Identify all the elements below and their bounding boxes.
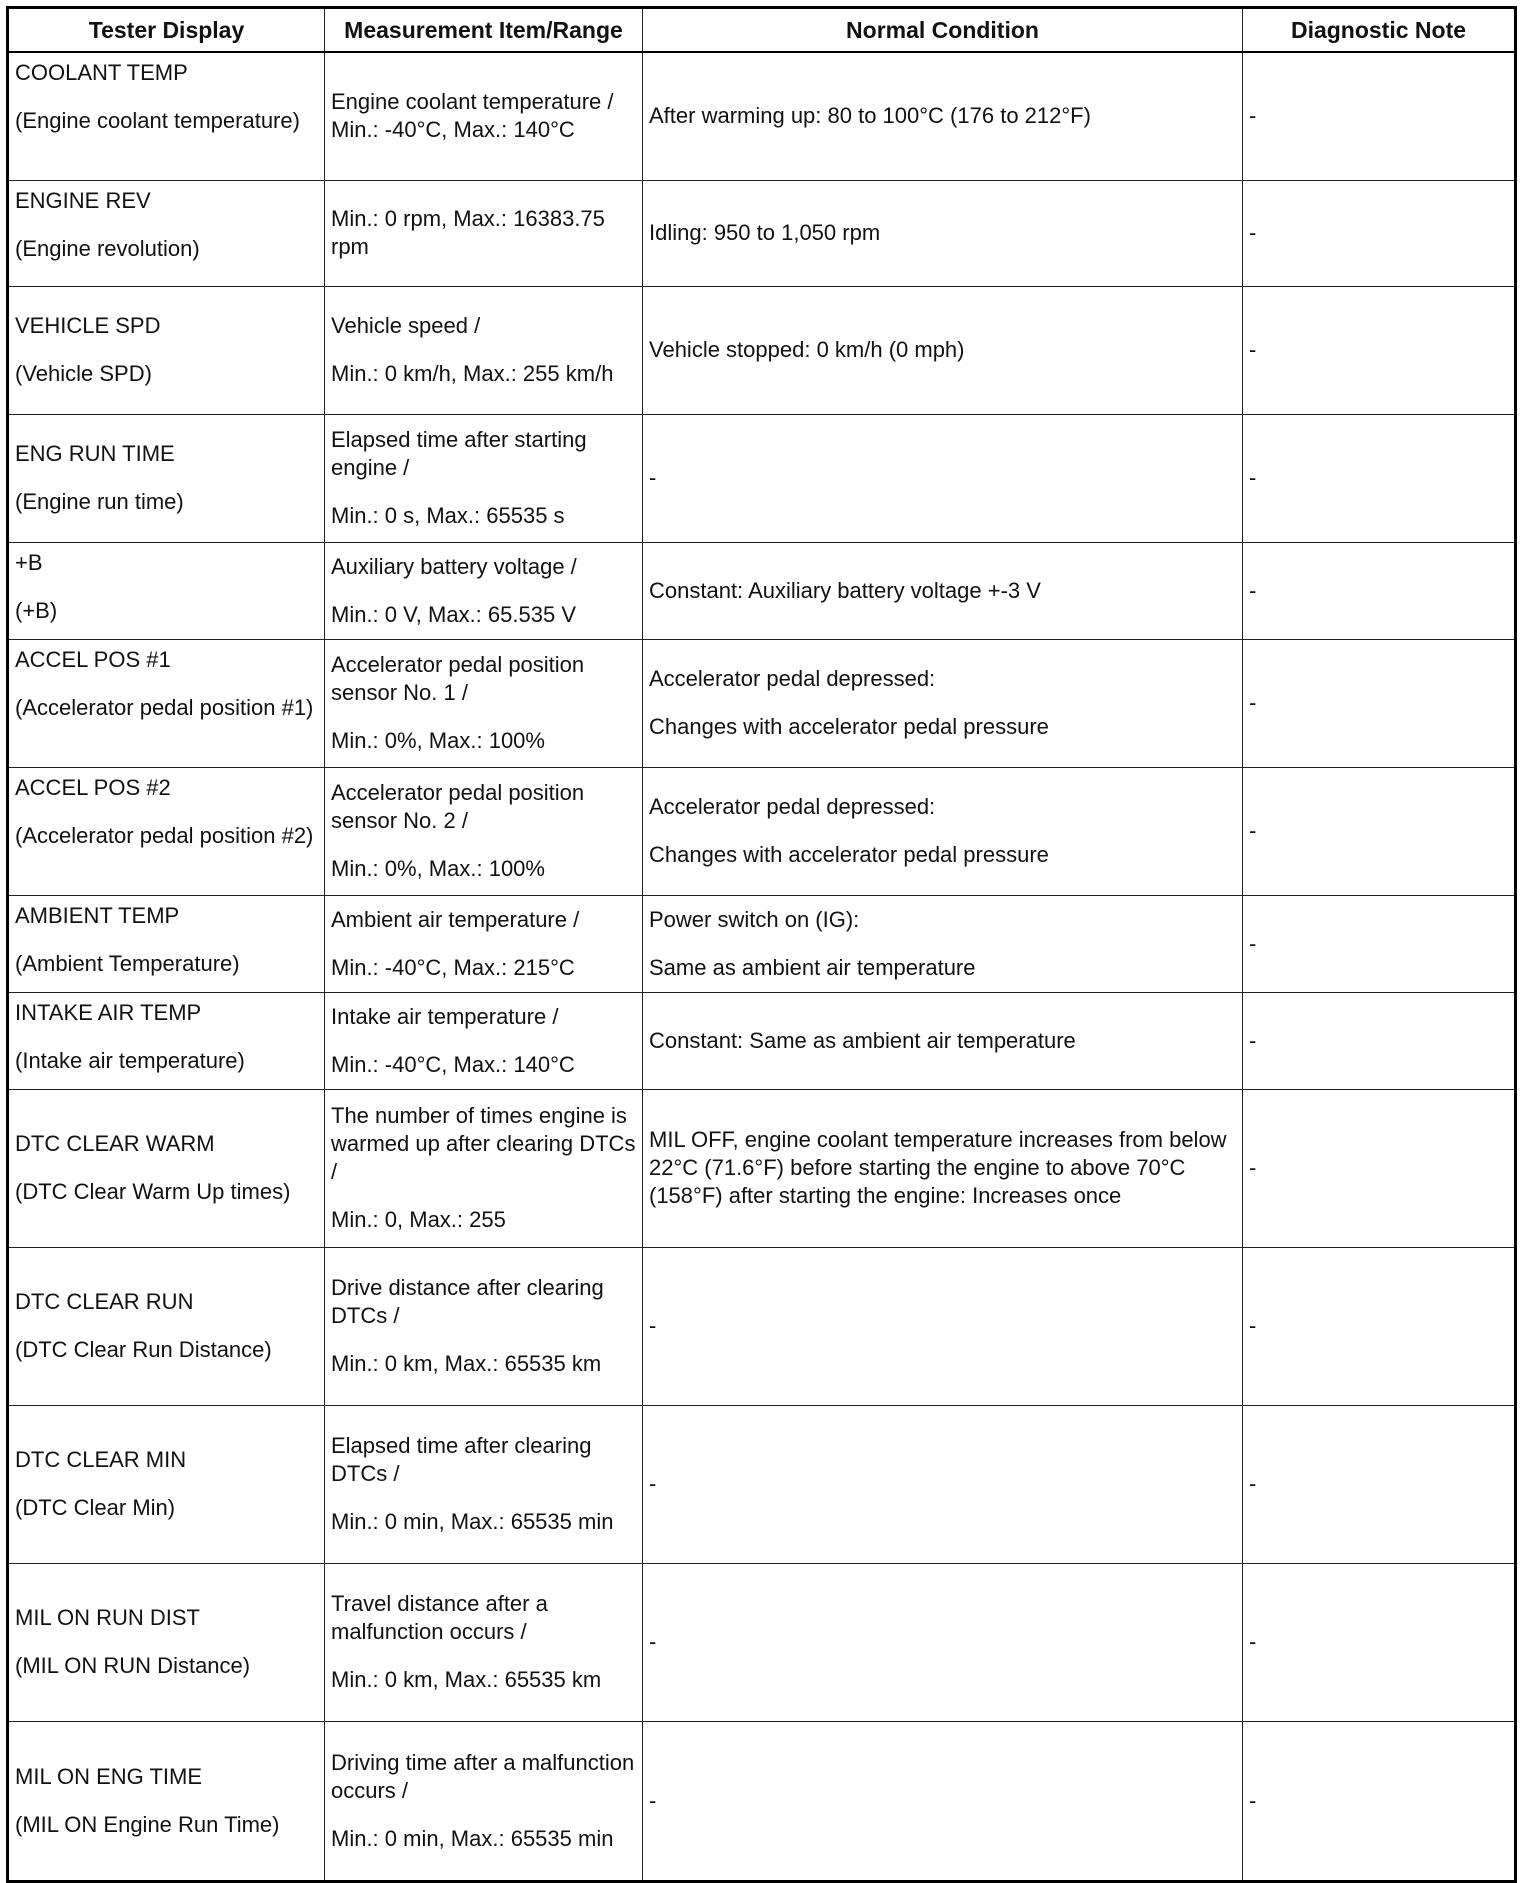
cell-text: DTC CLEAR WARM: [15, 1131, 215, 1156]
cell-text: ACCEL POS #2: [15, 774, 171, 800]
cell-text: +B: [15, 549, 43, 575]
measurement-range-cell: [325, 1247, 643, 1405]
diagnostic-note-cell: [1243, 767, 1516, 895]
normal-condition-cell: [643, 414, 1243, 542]
cell-text: (Vehicle SPD): [15, 361, 152, 386]
measurement-range-cell: [325, 1563, 643, 1721]
normal-condition-cell: [643, 1721, 1243, 1881]
cell-text: Min.: 0 s, Max.: 65535 s: [331, 503, 565, 528]
data-list-table: [6, 6, 1517, 1883]
cell-text: (MIL ON Engine Run Time): [15, 1811, 280, 1837]
cell-text: Min.: 0 km, Max.: 65535 km: [331, 1667, 602, 1692]
table-row: [8, 1721, 1516, 1881]
normal-condition-cell: [643, 767, 1243, 895]
cell-text: Accelerator pedal position sensor No. 1 /: [331, 652, 585, 705]
cell-text: Power switch on (IG):: [649, 906, 860, 932]
tester-display-cell: [8, 286, 325, 414]
measurement-range-cell: [325, 767, 643, 895]
tester-display-cell: [8, 767, 325, 895]
cell-text: Min.: -40°C, Max.: 215°C: [331, 954, 575, 980]
table-row: [8, 414, 1516, 542]
diagnostic-note-cell: [1243, 639, 1516, 767]
cell-text: Elapsed time after starting engine /: [331, 427, 587, 480]
diagnostic-note-cell: [1243, 52, 1516, 180]
cell-text: Auxiliary battery voltage /: [331, 553, 577, 579]
tester-display-cell: [8, 414, 325, 542]
measurement-range-cell: [325, 992, 643, 1089]
diagnostic-note-cell: [1243, 414, 1516, 542]
normal-condition-cell: [643, 1405, 1243, 1563]
diagnostic-note-cell: [1243, 1563, 1516, 1721]
normal-condition-cell: [643, 639, 1243, 767]
cell-text: Vehicle stopped: 0 km/h (0 mph): [649, 337, 965, 362]
cell-text: -: [1249, 1155, 1257, 1180]
table-row: [8, 767, 1516, 895]
normal-condition-cell: [643, 180, 1243, 286]
tester-display-cell: [8, 1563, 325, 1721]
cell-text: VEHICLE SPD: [15, 313, 161, 338]
diagnostic-note-cell: [1243, 1721, 1516, 1881]
table-row: [8, 1089, 1516, 1247]
cell-text: ACCEL POS #1: [15, 646, 171, 672]
cell-text: Min.: 0 min, Max.: 65535 min: [331, 1825, 614, 1851]
normal-condition-cell: [643, 1563, 1243, 1721]
cell-text: DTC CLEAR MIN: [15, 1447, 187, 1472]
cell-text: ENG RUN TIME: [15, 441, 175, 466]
cell-text: Min.: -40°C, Max.: 140°C: [331, 1051, 575, 1077]
cell-text: Idling: 950 to 1,050 rpm: [649, 220, 881, 245]
cell-text: Engine coolant temperature / Min.: -40°C, Max.: 140°C: [331, 89, 614, 143]
cell-text: (MIL ON RUN Distance): [15, 1653, 251, 1678]
measurement-range-cell: [325, 1089, 643, 1247]
cell-text: -: [1249, 1313, 1257, 1338]
cell-text: The number of times engine is warmed up after clearing DTCs /: [331, 1103, 636, 1184]
cell-text: AMBIENT TEMP: [15, 902, 180, 928]
measurement-range-cell: [325, 639, 643, 767]
cell-text: -: [649, 465, 657, 490]
tester-display-cell: [8, 1721, 325, 1881]
cell-text: ENGINE REV: [15, 187, 151, 213]
cell-text: -: [649, 1629, 657, 1654]
cell-text: -: [1249, 818, 1257, 843]
cell-text: Intake air temperature /: [331, 1003, 559, 1029]
normal-condition-cell: [643, 1089, 1243, 1247]
measurement-range-cell: [325, 895, 643, 992]
cell-text: -: [1249, 1787, 1257, 1813]
table-row: [8, 542, 1516, 639]
header-tester-display: Tester Display: [8, 8, 325, 53]
cell-text: (Intake air temperature): [15, 1047, 245, 1073]
data-list-sheet: [6, 6, 1514, 1864]
cell-text: Accelerator pedal depressed:: [649, 794, 936, 819]
cell-text: -: [649, 1471, 657, 1496]
cell-text: (Ambient Temperature): [15, 950, 240, 976]
cell-text: MIL ON RUN DIST: [15, 1605, 200, 1630]
measurement-range-cell: [325, 180, 643, 286]
table-row: [8, 992, 1516, 1089]
cell-text: Changes with accelerator pedal pressure: [649, 714, 1049, 739]
header-normal-condition: Normal Condition: [643, 8, 1243, 53]
header-measurement-range: Measurement Item/Range: [325, 8, 643, 53]
diagnostic-note-cell: [1243, 1405, 1516, 1563]
table-row: [8, 180, 1516, 286]
cell-text: Travel distance after a malfunction occurs /: [331, 1591, 548, 1644]
measurement-range-cell: [325, 286, 643, 414]
diagnostic-note-cell: [1243, 180, 1516, 286]
normal-condition-cell: [643, 992, 1243, 1089]
cell-text: Changes with accelerator pedal pressure: [649, 842, 1049, 867]
cell-text: (Engine revolution): [15, 235, 200, 261]
cell-text: Accelerator pedal depressed:: [649, 666, 936, 691]
cell-text: -: [1249, 930, 1257, 956]
header-diagnostic-note: Diagnostic Note: [1243, 8, 1516, 53]
header-row: [8, 8, 1516, 53]
cell-text: (Engine coolant temperature): [15, 108, 300, 133]
cell-text: Min.: 0, Max.: 255: [331, 1207, 506, 1232]
cell-text: DTC CLEAR RUN: [15, 1289, 194, 1314]
normal-condition-cell: [643, 52, 1243, 180]
diagnostic-note-cell: [1243, 286, 1516, 414]
cell-text: -: [1249, 577, 1257, 603]
cell-text: (Accelerator pedal position #1): [15, 694, 314, 720]
diagnostic-note-cell: [1243, 542, 1516, 639]
cell-text: MIL ON ENG TIME: [15, 1763, 203, 1789]
cell-text: Vehicle speed /: [331, 313, 481, 338]
measurement-range-cell: [325, 52, 643, 180]
cell-text: Min.: 0 V, Max.: 65.535 V: [331, 601, 576, 627]
tester-display-cell: [8, 52, 325, 180]
cell-text: (DTC Clear Min): [15, 1495, 176, 1520]
tester-display-cell: [8, 992, 325, 1089]
cell-text: -: [1249, 337, 1257, 362]
cell-text: (Engine run time): [15, 489, 184, 514]
table-row: [8, 1563, 1516, 1721]
diagnostic-note-cell: [1243, 992, 1516, 1089]
measurement-range-cell: [325, 414, 643, 542]
table-row: [8, 52, 1516, 180]
cell-text: Min.: 0%, Max.: 100%: [331, 728, 545, 753]
cell-text: (+B): [15, 597, 58, 623]
cell-text: -: [1249, 1471, 1257, 1496]
cell-text: Elapsed time after clearing DTCs /: [331, 1433, 592, 1486]
cell-text: -: [649, 1787, 657, 1813]
cell-text: COOLANT TEMP: [15, 60, 188, 85]
cell-text: Accelerator pedal position sensor No. 2 /: [331, 780, 585, 833]
cell-text: -: [1249, 465, 1257, 490]
cell-text: -: [1249, 220, 1257, 245]
cell-text: -: [1249, 1629, 1257, 1654]
cell-text: -: [1249, 1027, 1257, 1053]
cell-text: Ambient air temperature /: [331, 906, 580, 932]
measurement-range-cell: [325, 1405, 643, 1563]
tester-display-cell: [8, 180, 325, 286]
cell-text: Min.: 0 min, Max.: 65535 min: [331, 1509, 614, 1534]
diagnostic-note-cell: [1243, 1247, 1516, 1405]
cell-text: Drive distance after clearing DTCs /: [331, 1275, 604, 1328]
cell-text: (DTC Clear Run Distance): [15, 1337, 272, 1362]
cell-text: Same as ambient air temperature: [649, 954, 976, 980]
cell-text: Min.: 0 km, Max.: 65535 km: [331, 1351, 602, 1376]
cell-text: (Accelerator pedal position #2): [15, 822, 314, 848]
table-row: [8, 286, 1516, 414]
cell-text: Min.: 0 km/h, Max.: 255 km/h: [331, 361, 614, 386]
measurement-range-cell: [325, 542, 643, 639]
tester-display-cell: [8, 1247, 325, 1405]
table-row: [8, 895, 1516, 992]
normal-condition-cell: [643, 542, 1243, 639]
cell-text: INTAKE AIR TEMP: [15, 999, 202, 1025]
cell-text: MIL OFF, engine coolant temperature increases from below 22°C (71.6°F) before starting the engine to above 70°C (158°F) after starting the engine: Increases once: [649, 1127, 1227, 1208]
measurement-range-cell: [325, 1721, 643, 1881]
tester-display-cell: [8, 639, 325, 767]
diagnostic-note-cell: [1243, 895, 1516, 992]
cell-text: -: [1249, 103, 1257, 129]
table-row: [8, 639, 1516, 767]
cell-text: (DTC Clear Warm Up times): [15, 1179, 291, 1204]
normal-condition-cell: [643, 286, 1243, 414]
table-row: [8, 1405, 1516, 1563]
tester-display-cell: [8, 895, 325, 992]
cell-text: Constant: Auxiliary battery voltage +-3 V: [649, 577, 1041, 603]
tester-display-cell: [8, 542, 325, 639]
cell-text: Driving time after a malfunction occurs /: [331, 1749, 635, 1803]
cell-text: -: [649, 1313, 657, 1338]
diagnostic-note-cell: [1243, 1089, 1516, 1247]
cell-text: After warming up: 80 to 100°C (176 to 212°F): [649, 103, 1091, 129]
table-row: [8, 1247, 1516, 1405]
cell-text: -: [1249, 690, 1257, 715]
normal-condition-cell: [643, 895, 1243, 992]
cell-text: Min.: 0%, Max.: 100%: [331, 856, 545, 881]
cell-text: Min.: 0 rpm, Max.: 16383.75 rpm: [331, 206, 605, 259]
cell-text: Constant: Same as ambient air temperature: [649, 1027, 1076, 1053]
tester-display-cell: [8, 1405, 325, 1563]
tester-display-cell: [8, 1089, 325, 1247]
normal-condition-cell: [643, 1247, 1243, 1405]
